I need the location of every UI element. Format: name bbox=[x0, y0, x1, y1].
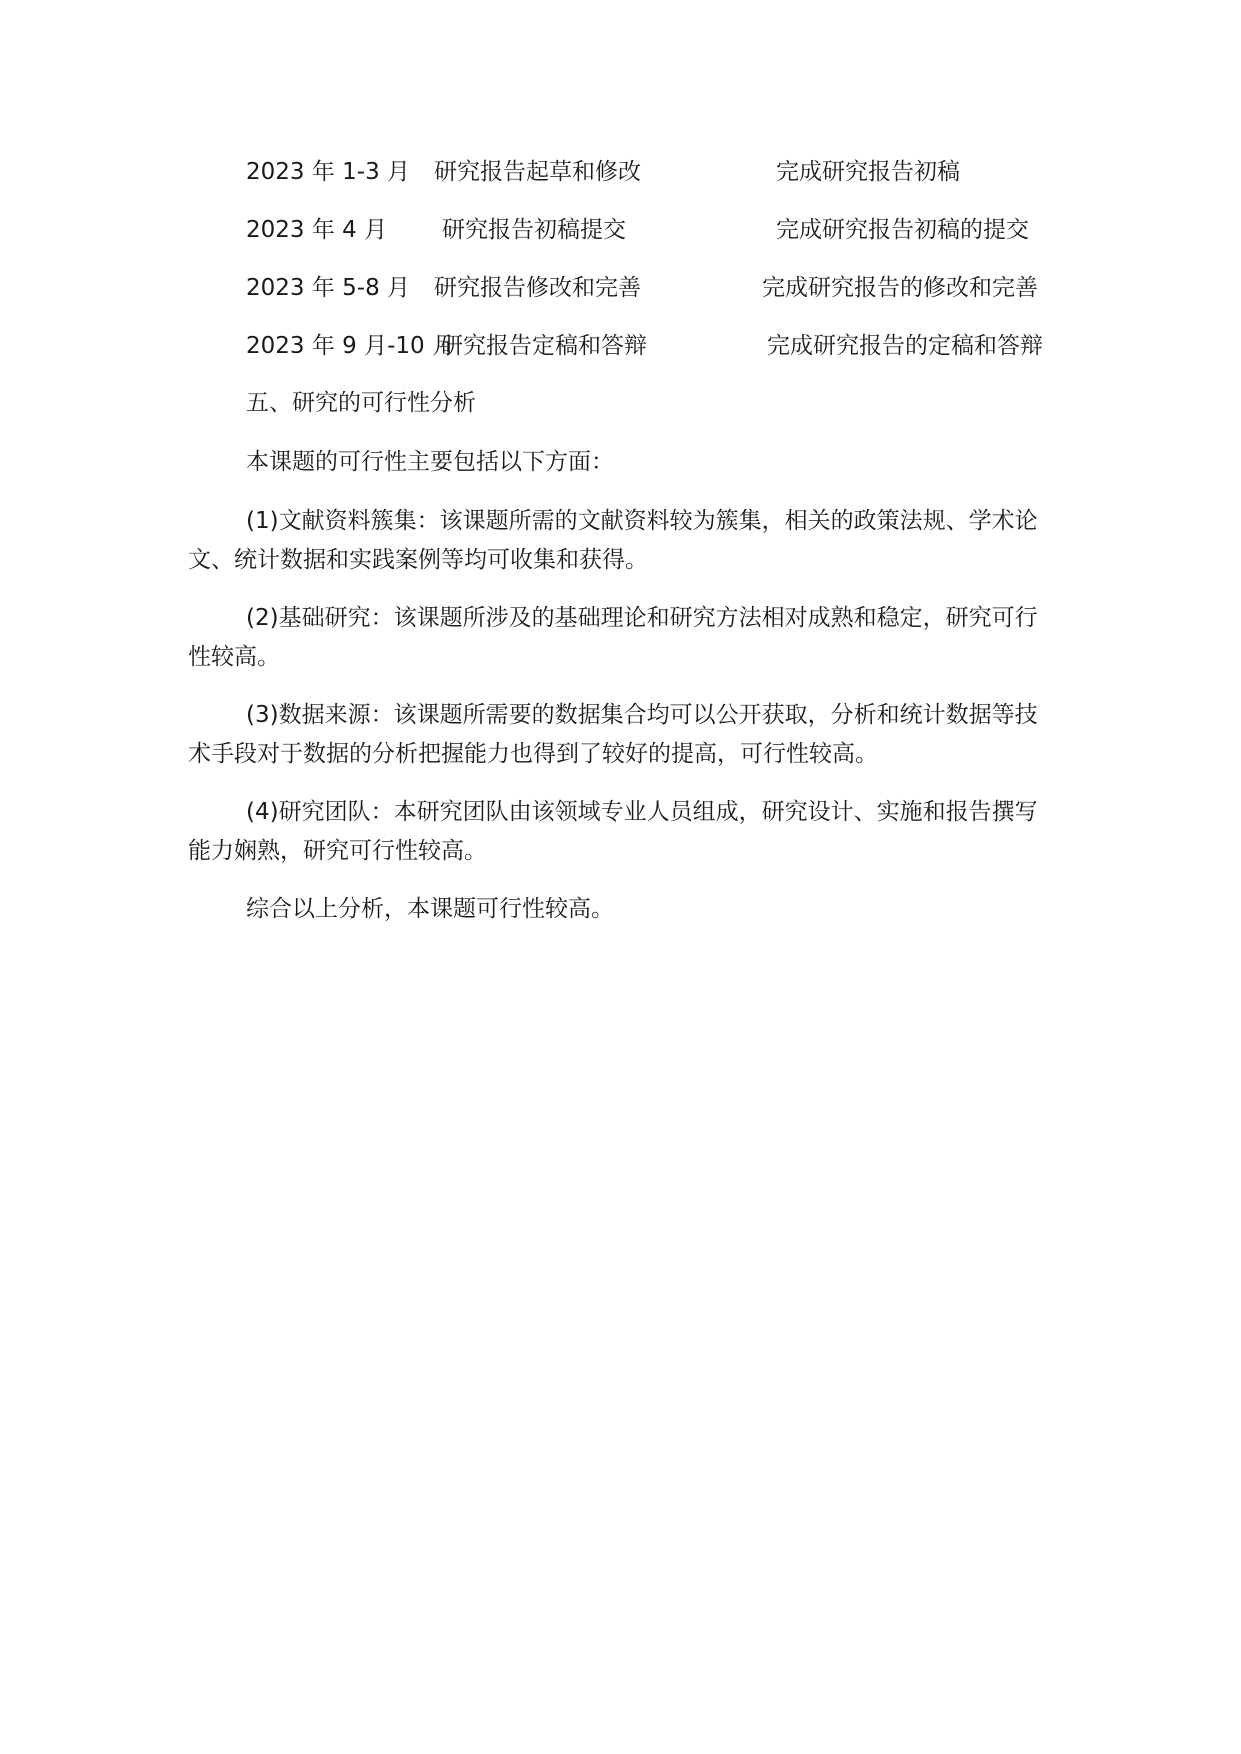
schedule-task: 研究报告初稿提交 bbox=[442, 217, 626, 243]
schedule-outcome: 完成研究报告初稿的提交 bbox=[776, 217, 1029, 243]
schedule-period: 2023 年 4 月 bbox=[246, 217, 388, 243]
schedule-period: 2023 年 9 月-10 月 bbox=[246, 333, 455, 359]
section-heading: 五、研究的可行性分析 bbox=[246, 390, 476, 416]
intro-paragraph: 本课题的可行性主要包括以下方面： bbox=[246, 449, 614, 475]
schedule-task: 研究报告起草和修改 bbox=[434, 159, 641, 185]
schedule-period: 2023 年 5-8 月 bbox=[246, 275, 411, 301]
schedule-row bbox=[0, 210, 1241, 250]
schedule-task: 研究报告修改和完善 bbox=[434, 275, 641, 301]
schedule-period: 2023 年 1-3 月 bbox=[246, 159, 411, 185]
schedule-row bbox=[0, 152, 1241, 192]
schedule-task: 研究报告定稿和答辩 bbox=[440, 333, 647, 359]
feasibility-point: (4)研究团队：本研究团队由该领域专业人员组成，研究设计、实施和报告撰写能力娴熟，研究可行性较高。 bbox=[188, 799, 1038, 864]
schedule-outcome: 完成研究报告的定稿和答辩 bbox=[767, 333, 1043, 359]
feasibility-point: (1)文献资料簇集：该课题所需的文献资料较为簇集，相关的政策法规、学术论文、统计数据和实践案例等均可收集和获得。 bbox=[188, 508, 1038, 573]
schedule-outcome: 完成研究报告的修改和完善 bbox=[762, 275, 1038, 301]
schedule-outcome: 完成研究报告初稿 bbox=[776, 159, 960, 185]
feasibility-point: (3)数据来源：该课题所需要的数据集合均可以公开获取，分析和统计数据等技术手段对于数据的分析把握能力也得到了较好的提高，可行性较高。 bbox=[188, 702, 1038, 767]
feasibility-point: (2)基础研究：该课题所涉及的基础理论和研究方法相对成熟和稳定，研究可行性较高。 bbox=[188, 605, 1038, 670]
conclusion-paragraph: 综合以上分析，本课题可行性较高。 bbox=[246, 896, 614, 922]
schedule-row bbox=[0, 326, 1241, 366]
schedule-row bbox=[0, 268, 1241, 308]
